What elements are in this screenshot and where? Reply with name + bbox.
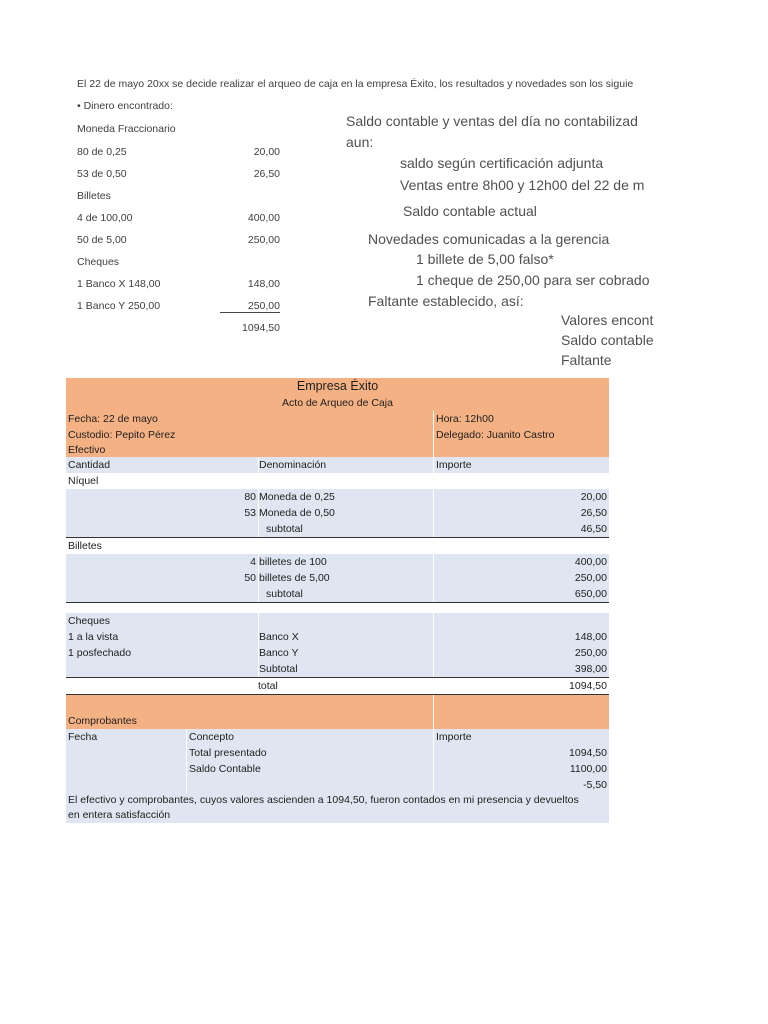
- list-item-label: Billetes: [77, 190, 111, 202]
- qty-cell: 50: [244, 572, 256, 584]
- footer-row: [66, 793, 609, 823]
- list-item-label: 53 de 0,50: [77, 168, 127, 180]
- table-row: [66, 457, 609, 473]
- table-row: [66, 505, 609, 521]
- list-item-value: 250,00: [220, 300, 280, 313]
- imp-cell: 250,00: [433, 570, 609, 586]
- table-subtitle-row: [66, 395, 609, 411]
- subtotal-label: subtotal: [258, 521, 433, 537]
- table-row: [66, 629, 609, 645]
- table-row: [66, 761, 609, 777]
- blank-cell: [433, 613, 609, 629]
- col-header-concepto: Concepto: [186, 729, 433, 745]
- list-item-value: 26,50: [253, 168, 280, 180]
- col-header-cantidad: Cantidad: [68, 459, 111, 471]
- cheque-desc: 1 a la vista: [68, 631, 119, 643]
- note-line: Saldo contable y ventas del día no contabilizad: [346, 113, 638, 129]
- blank-cell: [186, 777, 433, 793]
- note-line: Saldo contable actual: [403, 203, 537, 219]
- note-line: Ventas entre 8h00 y 12h00 del 22 de m: [400, 177, 645, 193]
- list-item-value: 20,00: [253, 146, 280, 158]
- hora-cell: Hora: 12h00: [433, 411, 609, 427]
- imp-cell: 26,50: [433, 505, 609, 521]
- dinero-header: • Dinero encontrado:: [77, 100, 173, 112]
- subtotal-label: subtotal: [258, 586, 433, 602]
- footer-text: [66, 793, 609, 823]
- intro-paragraph: El 22 de mayo 20xx se decide realizar el arqueo de caja en la empresa Éxito, los resultados y novedades son los siguie: [77, 78, 634, 90]
- delegado-cell: Delegado: Juanito Castro: [433, 427, 609, 443]
- list-item-value: 400,00: [247, 212, 280, 224]
- den-cell: billetes de 100: [258, 554, 433, 570]
- den-cell: Banco X: [258, 629, 433, 645]
- list-item-value: 250,00: [247, 234, 280, 246]
- col-header-denominacion: Denominación: [258, 457, 433, 473]
- table-row: [66, 729, 609, 745]
- table-row: [66, 427, 609, 443]
- table-row: [66, 661, 609, 678]
- table-title-row: [66, 378, 609, 395]
- blank-cell: [433, 695, 609, 729]
- table-row: [66, 678, 609, 695]
- note-line: Valores encont: [561, 312, 654, 328]
- note-line: saldo según certificación adjunta: [400, 155, 604, 171]
- table-row: [66, 570, 609, 586]
- billetes-header: Billetes: [68, 540, 102, 552]
- list-item-label: Moneda Fraccionario: [77, 123, 176, 135]
- cheque-desc: 1 posfechado: [68, 647, 132, 659]
- note-line: Faltante establecido, así:: [368, 293, 524, 309]
- intro-total: 1094,50: [242, 322, 280, 334]
- qty-cell: 53: [244, 507, 256, 519]
- blank-cell: [258, 613, 433, 629]
- subtotal-value: 46,50: [433, 521, 609, 537]
- list-item-label: 50 de 5,00: [77, 234, 127, 246]
- note-line: Saldo contable: [561, 332, 654, 348]
- table-row: [66, 443, 609, 457]
- note-line: Novedades comunicadas a la gerencia: [368, 231, 610, 247]
- note-line: 1 billete de 5,00 falso*: [416, 251, 554, 267]
- note-line: 1 cheque de 250,00 para ser cobrado: [416, 272, 650, 288]
- list-item-value: 148,00: [247, 278, 280, 290]
- table-row: [66, 613, 609, 629]
- table-row: [66, 645, 609, 661]
- table-row: [66, 777, 609, 793]
- custodio-cell: Custodio: Pepito Pérez: [68, 429, 176, 441]
- den-cell: Moneda de 0,25: [258, 489, 433, 505]
- comprobantes-header: Comprobantes: [68, 715, 137, 727]
- spacer-row: [66, 603, 609, 613]
- subtotal-value: 650,00: [433, 586, 609, 602]
- list-item-label: 80 de 0,25: [77, 146, 127, 158]
- den-cell: Banco Y: [258, 645, 433, 661]
- list-item-label: 1 Banco Y 250,00: [77, 300, 161, 312]
- imp-cell: 148,00: [433, 629, 609, 645]
- subtotal-label: Subtotal: [258, 661, 433, 677]
- niquel-header: Níquel: [68, 475, 99, 487]
- efectivo-header: Efectivo: [68, 444, 106, 456]
- qty-cell: 80: [244, 491, 256, 503]
- col-header-importe: Importe: [433, 457, 609, 473]
- footer-line: en entera satisfacción: [68, 809, 171, 821]
- imp-cell: 1094,50: [433, 745, 609, 761]
- table-row: [66, 745, 609, 761]
- col-header-importe-2: Importe: [433, 729, 609, 745]
- concepto-cell: Saldo Contable: [186, 761, 433, 777]
- table-row: [66, 538, 609, 554]
- comprobantes-row: [66, 695, 609, 729]
- table-row: [66, 411, 609, 427]
- arqueo-table: [66, 378, 609, 823]
- den-cell: Moneda de 0,50: [258, 505, 433, 521]
- concepto-cell: Total presentado: [186, 745, 433, 761]
- blank-cell: [433, 443, 609, 457]
- imp-cell: 1100,00: [433, 761, 609, 777]
- den-cell: billetes de 5,00: [258, 570, 433, 586]
- imp-cell: 250,00: [433, 645, 609, 661]
- table-row: [66, 586, 609, 603]
- table-row: [66, 521, 609, 538]
- col-header-fecha: Fecha: [68, 731, 98, 743]
- table-row: [66, 473, 609, 489]
- total-label: total: [258, 680, 278, 692]
- table-title: Empresa Éxito: [296, 379, 379, 393]
- list-item-label: 1 Banco X 148,00: [77, 278, 161, 290]
- fecha-cell: Fecha: 22 de mayo: [68, 413, 158, 425]
- note-line: Faltante: [561, 352, 612, 368]
- imp-cell: 400,00: [433, 554, 609, 570]
- qty-cell: 4: [250, 556, 256, 568]
- imp-cell: 20,00: [433, 489, 609, 505]
- list-item-label: 4 de 100,00: [77, 212, 133, 224]
- cheques-header: Cheques: [68, 615, 111, 627]
- note-line: aun:: [346, 134, 374, 150]
- table-row: [66, 554, 609, 570]
- table-row: [66, 489, 609, 505]
- difference-value: -5,50: [433, 777, 609, 793]
- footer-line: El efectivo y comprobantes, cuyos valores ascienden a 1094,50, fueron contados en mi presencia y devueltos: [68, 794, 579, 806]
- total-value: 1094,50: [569, 680, 607, 692]
- list-item-label: Cheques: [77, 256, 120, 268]
- table-subtitle: Acto de Arqueo de Caja: [282, 397, 393, 409]
- subtotal-value: 398,00: [433, 661, 609, 677]
